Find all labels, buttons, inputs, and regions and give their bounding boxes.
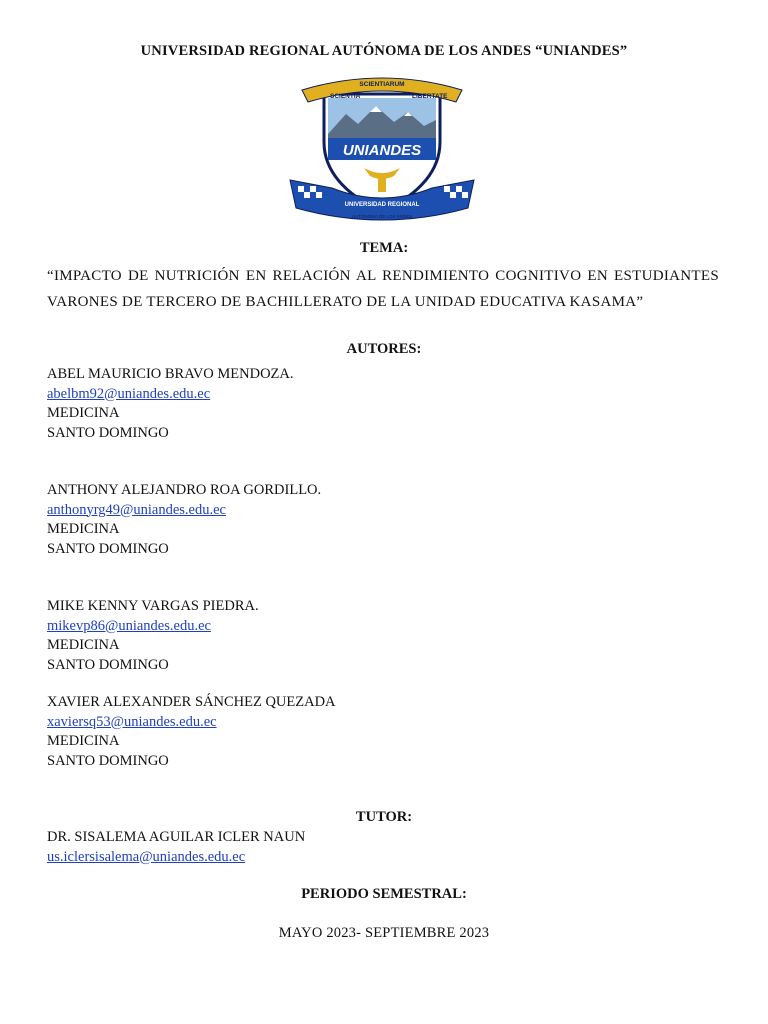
tutor-email-link[interactable]: us.iclersisalema@uniandes.edu.ec	[47, 848, 246, 865]
tutor-heading: TUTOR:	[355, 809, 413, 825]
author-email-link[interactable]: xaviersq53@uniandes.edu.ec	[47, 713, 217, 730]
author-email-link[interactable]: abelbm92@uniandes.edu.ec	[47, 385, 211, 402]
author-block	[47, 597, 547, 675]
author-name: XAVIER ALEXANDER SÁNCHEZ QUEZADA	[47, 694, 336, 710]
author-name: MIKE KENNY VARGAS PIEDRA.	[47, 598, 259, 614]
autores-heading: AUTORES:	[346, 341, 422, 357]
uniandes-logo	[284, 72, 480, 228]
author-name: ANTHONY ALEJANDRO ROA GORDILLO.	[47, 482, 322, 498]
author-email-link[interactable]: anthonyrg49@uniandes.edu.ec	[47, 501, 226, 518]
tema-text: “IMPACTO DE NUTRICIÓN EN RELACIÓN AL RENDIMIENTO COGNITIVO EN ESTUDIANTES VARONES DE TERCERO DE BACHILLERATO DE LA UNIDAD EDUCATIVA KASAMA”	[47, 268, 719, 310]
logo-wordmark: UNIANDES	[342, 142, 422, 159]
author-block	[47, 693, 547, 771]
ribbon-right: LIBERTATE	[412, 93, 448, 100]
bottom-ribbon-text: UNIVERSIDAD REGIONAL	[344, 202, 420, 208]
author-city: SANTO DOMINGO	[47, 656, 169, 673]
author-city: SANTO DOMINGO	[47, 424, 169, 441]
tema-heading: TEMA:	[359, 240, 409, 256]
ribbon-center: SCIENTIARUM	[359, 81, 405, 88]
author-career: MEDICINA	[47, 405, 120, 421]
author-career: MEDICINA	[47, 733, 120, 749]
author-city: SANTO DOMINGO	[47, 752, 169, 769]
ribbon-left: SCIENTIA	[330, 93, 361, 100]
tutor-block	[47, 828, 305, 867]
author-block	[47, 481, 547, 559]
periodo-heading: PERIODO SEMESTRAL:	[301, 886, 467, 902]
author-email-link[interactable]: mikevp86@uniandes.edu.ec	[47, 617, 211, 634]
tutor-name: DR. SISALEMA AGUILAR ICLER NAUN	[47, 829, 306, 845]
author-career: MEDICINA	[47, 637, 120, 653]
bottom-subtext: AUTÓNOMA DE LOS ANDES	[351, 214, 413, 219]
author-name: ABEL MAURICIO BRAVO MENDOZA.	[47, 366, 294, 382]
university-title: UNIVERSIDAD REGIONAL AUTÓNOMA DE LOS ANDES “UNIANDES”	[140, 43, 628, 59]
periodo-value: MAYO 2023- SEPTIEMBRE 2023	[278, 925, 490, 941]
author-career: MEDICINA	[47, 521, 120, 537]
author-city: SANTO DOMINGO	[47, 540, 169, 557]
author-block	[47, 365, 547, 443]
